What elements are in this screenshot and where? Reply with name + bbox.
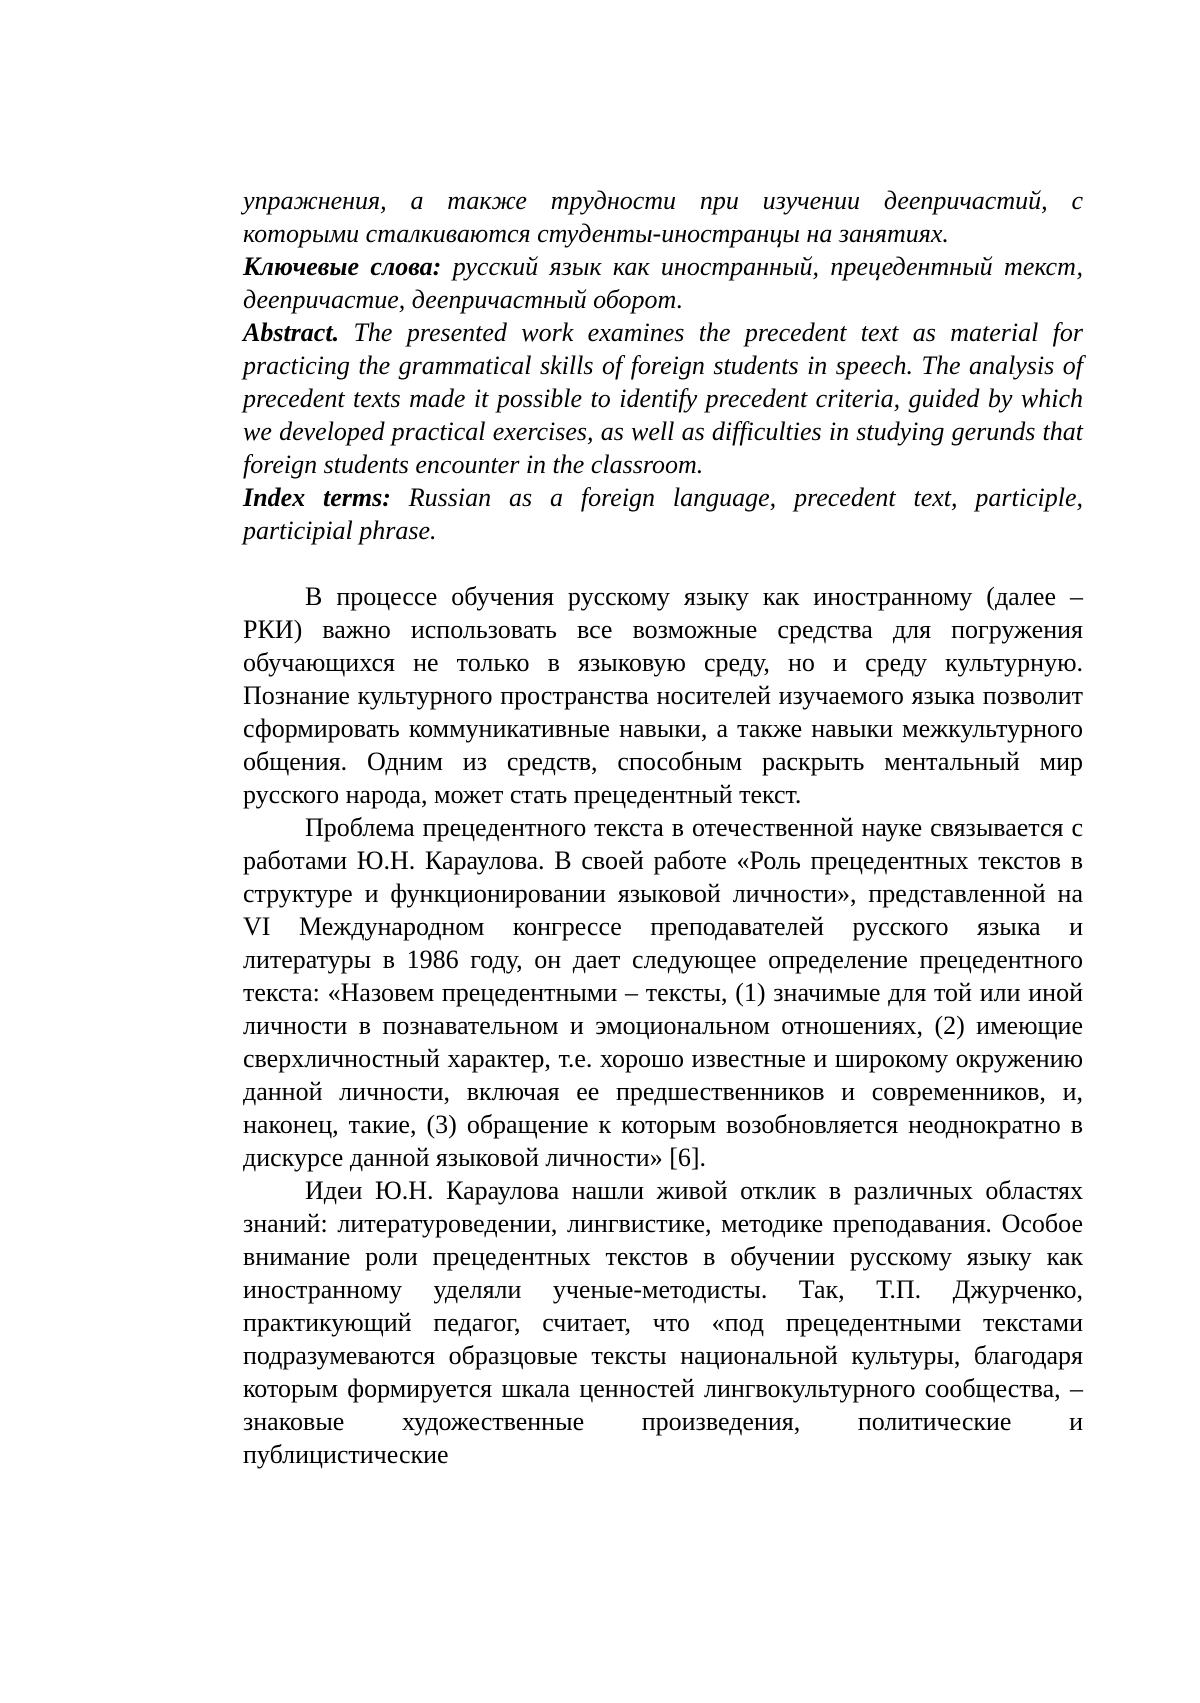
body-text (243, 580, 1083, 1471)
body-paragraph: Идеи Ю.Н. Караулова нашли живой отклик в различных областях знаний: литературоведении, лингвистике, методике преподавания. Особое внимание роли прецедентных текстов в обучении русскому языку как иностранному уделяли ученые-методисты. Так, Т.П. Джурченко, практикующий педагог, считает, что «под прецедентными текстами подразумеваются образцовые тексты национальной культуры, благодаря которым формируется шкала ценностей лингвокультурного сообщества, – знаковые художественные произведения, политические и публицистические (243, 1176, 1083, 1469)
keywords-ru (243, 250, 1083, 316)
index-terms-label: Index terms: (243, 483, 391, 512)
body-paragraph: В процессе обучения русскому языку как иностранному (далее – РКИ) важно использовать все возможные средства для погружения обучающихся не только в языковую среду, но и среду культурную. Познание культурного пространства носителей изучаемого языка позволит сформировать коммуникативные навыки, а также навыки межкультурного общения. Одним из средств, способным раскрыть ментальный мир русского народа, может стать прецедентный текст. (243, 582, 1083, 809)
keywords-ru-text: русский язык как иностранный, прецедентный текст, деепричастие, деепричастный оборот. (243, 252, 1083, 314)
abstract-block (243, 184, 1083, 547)
section-spacer (243, 547, 1083, 580)
index-terms-text: Russian as a foreign language, precedent text, participle, participial phrase. (243, 483, 1084, 545)
index-terms (243, 481, 1083, 547)
abstract-en (243, 316, 1083, 481)
abstract-ru-tail: упражнения, а также трудности при изучении деепричастий, с которыми сталкиваются студенты-иностранцы на занятиях. (243, 186, 1083, 248)
abstract-en-label: Abstract. (243, 318, 340, 347)
keywords-ru-label: Ключевые слова: (243, 252, 442, 281)
page-content (243, 184, 1083, 1471)
abstract-en-text: The presented work examines the precedent text as material for practicing the grammatical skills of foreign students in speech. The analysis of precedent texts made it possible to identify precedent criteria, guided by which we developed practical exercises, as well as difficulties in studying gerunds that foreign students encounter in the classroom. (243, 318, 1084, 479)
body-paragraph: Проблема прецедентного текста в отечественной науке связывается с работами Ю.Н. Караулова. В своей работе «Роль прецедентных текстов в структуре и функционировании языковой личности», представленной на VI Международном конгрессе преподавателей русского языка и литературы в 1986 году, он дает следующее определение прецедентного текста: «Назовем прецедентными – тексты, (1) значимые для той или иной личности в познавательном и эмоциональном отношениях, (2) имеющие сверхличностный характер, т.е. хорошо известные и широкому окружению данной личности, включая ее предшественников и современников, и, наконец, такие, (3) обращение к которым возобновляется неоднократно в дискурсе данной языковой личности» [6]. (243, 813, 1083, 1172)
